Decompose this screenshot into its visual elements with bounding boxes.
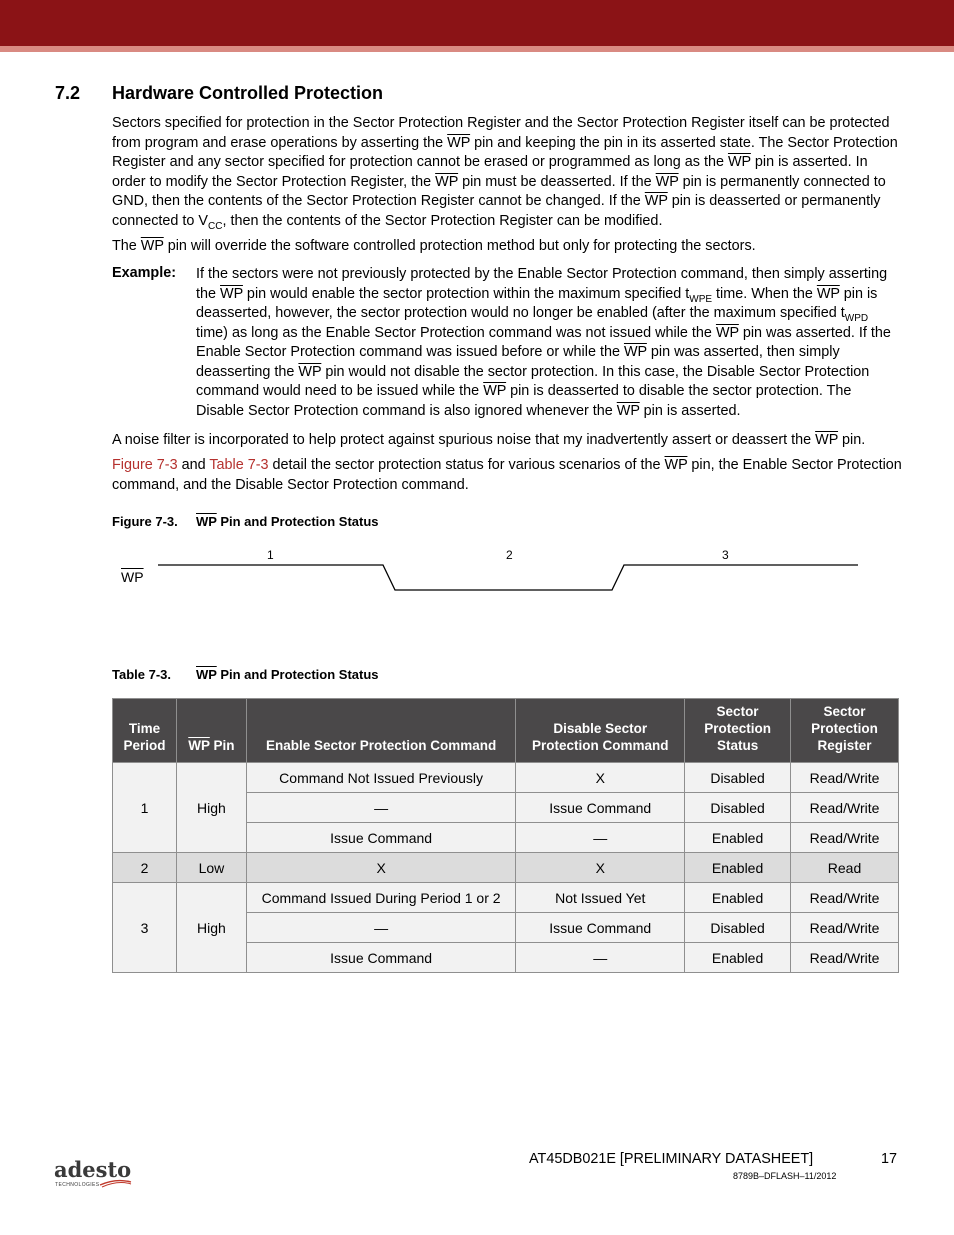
paragraph-noise-filter: A noise filter is incorporated to help protect against spurious noise that my inadvertently assert or deassert the $\overline{WP}$ pin. <box>112 432 866 448</box>
enable-cell: X <box>246 853 516 883</box>
header-disable-command: Disable Sector Protection Command <box>516 699 685 763</box>
enable-cell: Command Issued During Period 1 or 2 <box>246 883 516 913</box>
header-rule <box>0 46 954 52</box>
header-time-period: Time Period <box>113 699 177 763</box>
status-cell: Enabled <box>685 823 791 853</box>
enable-cell: Issue Command <box>246 823 516 853</box>
pin-cell: High <box>176 883 246 973</box>
period-label-3: 3 <box>722 548 729 562</box>
table-row <box>113 883 899 913</box>
footer-document-title: AT45DB021E [PRELIMINARY DATASHEET] <box>529 1151 814 1167</box>
svg-text:TECHNOLOGIES: TECHNOLOGIES <box>55 1182 100 1188</box>
register-cell: Read/Write <box>791 823 899 853</box>
disable-cell: Not Issued Yet <box>516 883 685 913</box>
disable-cell: — <box>516 823 685 853</box>
pin-cell: Low <box>176 853 246 883</box>
period-cell: 2 <box>113 853 177 883</box>
status-cell: Enabled <box>685 883 791 913</box>
paragraph-hw-protection: Sectors specified for protection in the Sector Protection Register and the Sector Protection Register itself can be protected from program and erase operations by asserting the $\overline{WP}$ pin and keeping the pin in its asserted state. The Sector Protection Register and any sector specified for protection cannot be erased or programmed as long as the $\overline{WP}$ pin is asserted. In order to modify the Sector Protection Register, the $\overline{WP}$ pin must be deasserted. If the $\overline{WP}$ pin is permanently connected to GND, then the contents of the Sector Protection Register cannot be changed. If the $\overline{WP}$ pin is deasserted or permanently connected to $V_{CC}$, then the contents of the Sector Protection Register can be modified. <box>112 115 898 232</box>
register-cell: Read/Write <box>791 943 899 973</box>
header-protection-register: Sector Protection Register <box>791 699 899 763</box>
paragraph-references: Figure 7-3 and Table 7-3 detail the sector protection status for various scenarios of the $\overline{WP}$ pin, the Enable Sector Protection command, and the Disable Sector Protection command. <box>112 457 902 493</box>
header-enable-command: Enable Sector Protection Command <box>246 699 516 763</box>
example-label: Example: <box>112 265 176 281</box>
period-label-1: 1 <box>267 548 274 562</box>
header-protection-status: Sector Protection Status <box>685 699 791 763</box>
pin-cell: High <box>176 763 246 853</box>
register-cell: Read <box>791 853 899 883</box>
register-cell: Read/Write <box>791 883 899 913</box>
enable-cell: — <box>246 793 516 823</box>
register-cell: Read/Write <box>791 913 899 943</box>
table-link[interactable]: Table 7-3 <box>209 457 269 473</box>
adesto-logo <box>54 1154 144 1190</box>
disable-cell: Issue Command <box>516 913 685 943</box>
disable-cell: X <box>516 853 685 883</box>
header-wp-pin: $\overline{WP}$ Pin <box>176 699 246 763</box>
period-cell: 3 <box>113 883 177 973</box>
disable-cell: X <box>516 763 685 793</box>
register-cell: Read/Write <box>791 793 899 823</box>
document-code: 8789B–DFLASH–11/2012 <box>733 1171 837 1181</box>
disable-cell: — <box>516 943 685 973</box>
status-cell: Enabled <box>685 853 791 883</box>
table-row <box>113 853 899 883</box>
table-caption: Table 7-3. $\overline{WP}$ Pin and Protection Status <box>112 667 379 682</box>
period-cell: 1 <box>113 763 177 853</box>
enable-cell: Issue Command <box>246 943 516 973</box>
figure-label: Figure 7-3. <box>112 514 178 529</box>
header-bar <box>0 0 954 46</box>
table-label: Table 7-3. <box>112 667 172 682</box>
page-number: 17 <box>881 1151 898 1167</box>
enable-cell: — <box>246 913 516 943</box>
svg-text:adesto: adesto <box>54 1157 132 1182</box>
figure-caption: Figure 7-3. $\overline{WP}$ Pin and Protection Status <box>112 514 379 529</box>
enable-cell: Command Not Issued Previously <box>246 763 516 793</box>
wp-signal-label: $\overline{WP}$ <box>121 569 144 585</box>
disable-cell: Issue Command <box>516 793 685 823</box>
register-cell: Read/Write <box>791 763 899 793</box>
status-cell: Enabled <box>685 943 791 973</box>
table-row <box>113 763 899 793</box>
section-title: Hardware Controlled Protection <box>112 83 384 103</box>
section-number: 7.2 <box>55 83 81 103</box>
paragraph-override: The $\overline{WP}$ pin will override the software controlled protection method but only for protecting the sectors. <box>112 238 756 254</box>
example-body: If the sectors were not previously protected by the Enable Sector Protection command, then simply asserting the $\overline{WP}$ pin would enable the sector protection within the maximum specified $t_{WPE}$ time. When the $\overline{WP}$ pin is deasserted, however, the sector protection would no longer be enabled (after the maximum specified $t_{WPD}$ time) as long as the Enable Sector Protection command was not issued while the $\overline{WP}$ pin was asserted. If the Enable Sector Protection command was issued before or while the $\overline{WP}$ pin was asserted, then simply deasserting the $\overline{WP}$ pin would not disable the sector protection. In this case, the Disable Sector Protection command would need to be issued while the $\overline{WP}$ pin is deasserted to disable the sector protection. The Disable Sector Protection command is also ignored whenever the $\overline{WP}$ pin is asserted. <box>196 266 891 419</box>
status-cell: Disabled <box>685 913 791 943</box>
period-label-2: 2 <box>506 548 513 562</box>
status-cell: Disabled <box>685 763 791 793</box>
protection-status-table <box>112 698 899 973</box>
status-cell: Disabled <box>685 793 791 823</box>
figure-link[interactable]: Figure 7-3 <box>112 457 178 473</box>
